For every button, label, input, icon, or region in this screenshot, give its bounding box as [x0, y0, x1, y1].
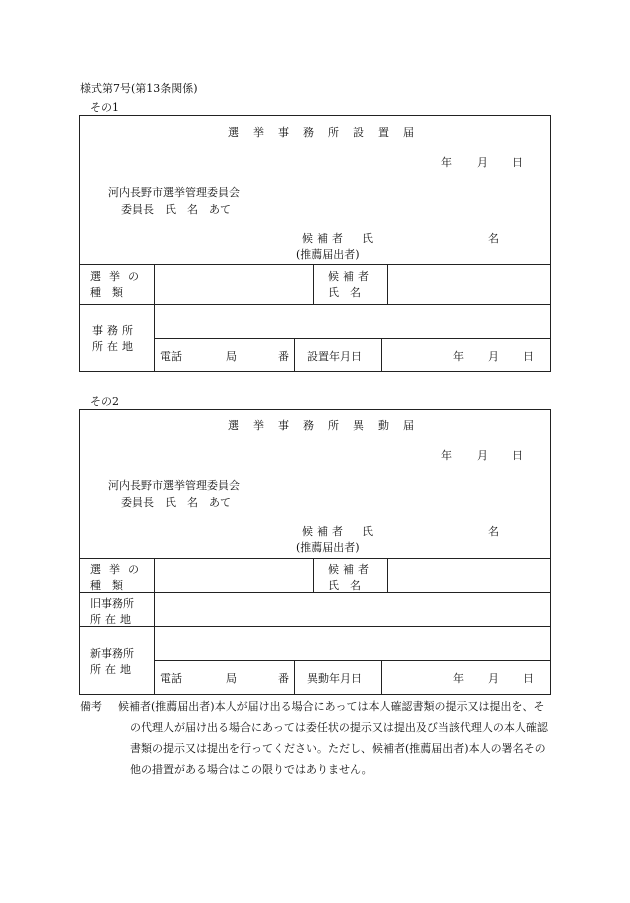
section-2-date-year: 年 [441, 449, 452, 462]
section-1-field-year: 年 [453, 350, 464, 363]
section-2-signer-name-suffix: 名 [488, 525, 499, 538]
section-1-election-type-label-2: 種 類 [90, 286, 123, 299]
section-2-col-divider [313, 558, 314, 592]
remarks [80, 696, 550, 780]
section-1-row-divider [79, 264, 551, 265]
section-2-col-divider [381, 660, 382, 695]
section-2-new-office-label-2: 所在地 [90, 663, 135, 676]
section-2-old-office-label-2: 所在地 [90, 613, 135, 626]
section-1-date-field-label: 設置年月日 [307, 350, 362, 363]
section-1-field-day: 日 [523, 350, 534, 363]
section-2-signer-sub: (推薦届出者) [296, 541, 360, 554]
section-2-old-office-label-1: 旧事務所 [90, 597, 134, 610]
section-2-col-divider [154, 558, 155, 695]
section-2-label: その2 [90, 395, 119, 408]
section-1-col-divider [294, 338, 295, 372]
section-1-signer-sub: (推薦届出者) [296, 248, 360, 261]
section-2-election-type-label-2: 種 類 [90, 579, 123, 592]
section-2-phone-exchange: 局 [226, 672, 237, 685]
section-2-row-divider [79, 626, 551, 627]
section-2-addressee-line2: 委員長 氏 名 あて [121, 496, 231, 509]
section-2-phone-label: 電話 [160, 672, 182, 685]
section-1-row-divider [79, 304, 551, 305]
section-1-title: 選挙事務所設置届 [228, 126, 428, 139]
section-2-election-type-label-1: 選挙の [90, 563, 147, 576]
form-number-label: 様式第7号(第13条関係) [80, 82, 198, 95]
section-1-candidate-label-2: 氏 名 [328, 286, 361, 299]
section-2-addressee-line1: 河内長野市選挙管理委員会 [108, 479, 240, 492]
section-1-date-day: 日 [512, 156, 523, 169]
section-1-date-year: 年 [441, 156, 452, 169]
section-1-phone-number: 番 [278, 350, 289, 363]
section-2-col-divider [387, 558, 388, 592]
section-1-office-label-2: 所在地 [92, 340, 137, 353]
section-1-phone-exchange: 局 [226, 350, 237, 363]
section-2-signer-label: 候補者 氏 [302, 525, 377, 538]
section-1-label: その1 [90, 101, 119, 114]
section-1-addressee-line2: 委員長 氏 名 あて [121, 203, 231, 216]
section-1-col-divider [387, 264, 388, 304]
section-2-field-day: 日 [523, 672, 534, 685]
remarks-label: 備考 [80, 700, 102, 713]
remarks-text: 候補者(推薦届出者)本人が届け出る場合にあっては本人確認書類の提示又は提出を、その代理人が届け出る場合にあっては委任状の提示又は提出及び当該代理人の本人確認書類の提示又は提出を行ってください。ただし、候補者(推薦届出者)本人の署名その他の措置がある場合はこの限りではありません。 [118, 700, 548, 776]
section-2-date-field-label: 異動年月日 [307, 672, 362, 685]
section-1-office-label-1: 事務所 [92, 324, 137, 337]
section-1-row-divider [154, 338, 551, 339]
section-2-new-office-label-1: 新事務所 [90, 647, 134, 660]
section-1-addressee-line1: 河内長野市選挙管理委員会 [108, 186, 240, 199]
section-1-field-month: 月 [488, 350, 499, 363]
section-2-row-divider [79, 592, 551, 593]
section-1-col-divider [381, 338, 382, 372]
section-1-signer-label: 候補者 氏 [302, 232, 377, 245]
section-2-field-year: 年 [453, 672, 464, 685]
section-1-candidate-label-1: 候補者 [328, 270, 373, 283]
section-1-phone-label: 電話 [160, 350, 182, 363]
section-2-field-month: 月 [488, 672, 499, 685]
section-1-signer-name-suffix: 名 [488, 232, 499, 245]
section-1-col-divider [154, 264, 155, 372]
section-1-election-type-label-1: 選挙の [90, 270, 147, 283]
section-2-candidate-label-2: 氏 名 [328, 579, 361, 592]
section-2-row-divider [79, 558, 551, 559]
section-2-col-divider [294, 660, 295, 695]
section-1-date-month: 月 [477, 156, 488, 169]
section-2-row-divider [154, 660, 551, 661]
section-2-phone-number: 番 [278, 672, 289, 685]
section-2-candidate-label-1: 候補者 [328, 563, 373, 576]
section-1-col-divider [313, 264, 314, 304]
section-2-date-day: 日 [512, 449, 523, 462]
section-2-date-month: 月 [477, 449, 488, 462]
section-2-title: 選挙事務所異動届 [228, 419, 428, 432]
